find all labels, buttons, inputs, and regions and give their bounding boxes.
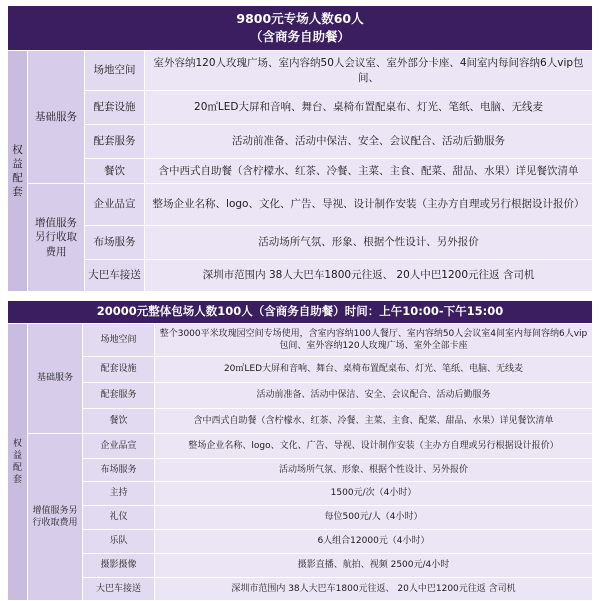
table2-title: 20000元整体包场人数100人（含商务自助餐）时间：上午10:00-下午15:00	[8, 301, 593, 324]
table2-item: 主持	[83, 482, 155, 506]
table2-item: 配套服务	[83, 383, 155, 409]
table1-group-extra: 增值服务另行收取费用	[28, 184, 85, 292]
table2-desc: 整个3000平米玫瑰园空间专场使用，含室内容纳100人餐厅、室内容纳50人会议室4间室内每间容纳6人vip包间、室外容纳120人玫瑰广场、室外全部卡座	[155, 324, 593, 357]
table2-item: 餐饮	[83, 409, 155, 434]
table2-desc: 整场企业名称、logo、文化、广告、导视、设计制作安装（主办方自理或另行根据设计报价）	[155, 434, 593, 459]
table2-item: 布场服务	[83, 459, 155, 482]
table1-desc: 室外容纳120人玫瑰广场、室内容纳50人会议室、室外部分卡座、4间室内每间容纳6人vip包间、	[145, 51, 593, 91]
table1-item: 布场服务	[85, 226, 145, 260]
table1-desc: 20㎡LED大屏和音响、舞台、桌椅布置配桌布、灯光、笔纸、电脑、无线麦	[145, 91, 593, 125]
table2-desc: 含中西式自助餐（含柠檬水、红茶、冷餐、主菜、主食、配菜、甜品、水果）详见餐饮清单	[155, 409, 593, 434]
table2-item: 配套设施	[83, 357, 155, 383]
package-table-20000	[7, 300, 593, 601]
table2-desc: 活动场所气氛、形象、根据个性设计、另外报价	[155, 459, 593, 482]
table1-title-line2: （含商务自助餐）	[249, 29, 350, 44]
table2-item: 乐队	[83, 530, 155, 554]
table2-item: 企业品宣	[83, 434, 155, 459]
table2-rights-label: 权益配套	[8, 324, 28, 601]
table2-desc: 活动前准备、活动中保洁、安全、会议配合、活动后勤服务	[155, 383, 593, 409]
table1-group-basic: 基础服务	[28, 51, 85, 184]
table1-title-line1: 9800元专场人数60人	[236, 10, 364, 26]
table1-title	[8, 6, 593, 51]
table1-desc: 含中西式自助餐（含柠檬水、红茶、冷餐、主菜、主食、配菜、甜品、水果）详见餐饮清单	[145, 159, 593, 184]
table1-item: 配套设施	[85, 91, 145, 125]
table1-item: 场地空间	[85, 51, 145, 91]
table2-group-basic: 基础服务	[28, 324, 83, 434]
table2-desc: 每位500元/人（4小时）	[155, 506, 593, 530]
table2-desc: 深圳市范围内 38人大巴车1800元往返、 20人中巴1200元往返 含司机	[155, 578, 593, 601]
table2-desc: 摄影直播、航拍、视频 2500元/4小时	[155, 554, 593, 578]
table2-item: 礼仪	[83, 506, 155, 530]
table2-group-extra: 增值服务另行收取费用	[28, 434, 83, 601]
table1-item: 配套服务	[85, 125, 145, 159]
table1-desc: 深圳市范围内 38人大巴车1800元往返、 20人中巴1200元往返 含司机	[145, 260, 593, 292]
package-table-9800	[7, 5, 593, 292]
table2-item: 场地空间	[83, 324, 155, 357]
table2-desc: 20㎡LED大屏和音响、舞台、桌椅布置配桌布、灯光、笔纸、电脑、无线麦	[155, 357, 593, 383]
table2-desc: 6人组合12000元（4小时）	[155, 530, 593, 554]
table2-item: 大巴车接送	[83, 578, 155, 601]
table1-item: 企业品宣	[85, 184, 145, 226]
table1-desc: 活动场所气氛、形象、根据个性设计、另外报价	[145, 226, 593, 260]
table1-item: 餐饮	[85, 159, 145, 184]
table1-item: 大巴车接送	[85, 260, 145, 292]
table1-rights-label: 权益配套	[8, 51, 28, 292]
table2-item: 摄影摄像	[83, 554, 155, 578]
table1-desc: 整场企业名称、logo、文化、广告、导视、设计制作安装（主办方自理或另行根据设计报价）	[145, 184, 593, 226]
table2-desc: 1500元/次（4小时）	[155, 482, 593, 506]
table1-desc: 活动前准备、活动中保洁、安全、会议配合、活动后勤服务	[145, 125, 593, 159]
